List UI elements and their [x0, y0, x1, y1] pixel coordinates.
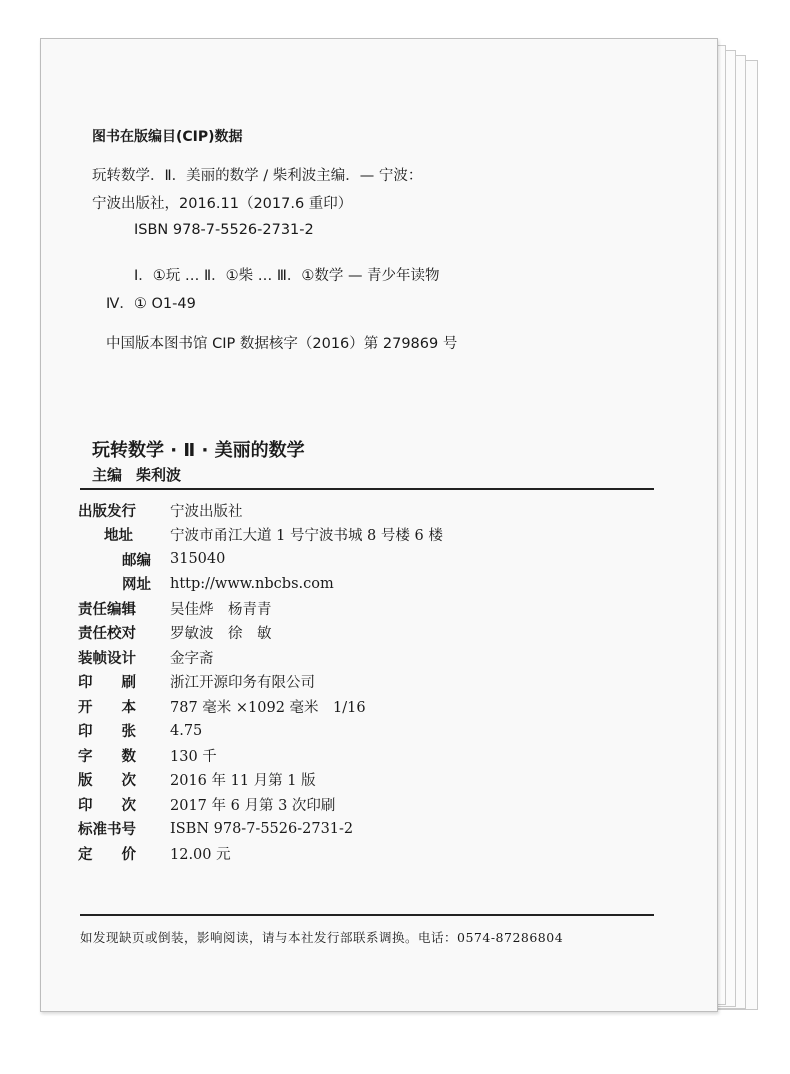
- info-row: [78, 719, 668, 744]
- info-row: [78, 572, 668, 597]
- info-row: [78, 645, 668, 670]
- info-value: 12.00 元: [170, 846, 231, 863]
- info-label: 邮编: [122, 552, 151, 569]
- cip-line-4: Ⅰ．①玩 … Ⅱ．①柴 … Ⅲ．①数学 — 青少年读物: [134, 268, 440, 284]
- info-value: 2017 年 6 月第 3 次印刷: [170, 797, 336, 814]
- info-value: 787 毫米 ×1092 毫米 1/16: [170, 699, 366, 716]
- info-label: 印 刷: [78, 675, 136, 692]
- info-row: [78, 743, 668, 768]
- info-value: 浙江开源印务有限公司: [170, 675, 315, 692]
- info-label: 印 次: [78, 797, 136, 814]
- info-label: 印 张: [78, 724, 136, 741]
- info-value: 宁波市甬江大道 1 号宁波书城 8 号楼 6 楼: [170, 528, 443, 545]
- info-value: 315040: [170, 551, 226, 568]
- info-label: 标准书号: [78, 822, 136, 839]
- info-row: [78, 498, 668, 523]
- info-value: ISBN 978-7-5526-2731-2: [170, 820, 354, 837]
- info-row: [78, 792, 668, 817]
- info-row: [78, 596, 668, 621]
- cip-title: 图书在版编目(CIP)数据: [92, 129, 243, 145]
- info-value: 2016 年 11 月第 1 版: [170, 773, 316, 790]
- cip-line-2: 宁波出版社，2016.11（2017.6 重印）: [92, 196, 353, 212]
- publication-info: [78, 498, 668, 866]
- cip-line-5: Ⅳ．① O1-49: [106, 296, 196, 312]
- info-label: 地址: [104, 528, 133, 545]
- info-value: 金字斋: [170, 650, 214, 667]
- info-label: 责任编辑: [78, 601, 136, 618]
- info-value: 4.75: [170, 722, 203, 739]
- info-row: [78, 547, 668, 572]
- cip-line-3: ISBN 978-7-5526-2731-2: [134, 222, 314, 238]
- bottom-rule: [80, 914, 654, 916]
- info-value: 130 千: [170, 748, 217, 765]
- info-row: [78, 841, 668, 866]
- info-label: 开 本: [78, 699, 136, 716]
- cip-line-1: 玩转数学．Ⅱ．美丽的数学 / 柴利波主编．— 宁波：: [92, 168, 423, 184]
- editor-label: 主编: [92, 466, 123, 484]
- info-row: [78, 670, 668, 695]
- cip-line-6: 中国版本图书馆 CIP 数据核字（2016）第 279869 号: [106, 336, 458, 352]
- info-label: 版 次: [78, 773, 136, 790]
- info-label: 网址: [122, 577, 151, 594]
- info-label: 定 价: [78, 846, 136, 863]
- info-label: 装帧设计: [78, 650, 136, 667]
- info-row: [78, 768, 668, 793]
- info-label: 责任校对: [78, 626, 136, 643]
- editor-row: [92, 464, 181, 485]
- info-row: [78, 523, 668, 548]
- book-title: 玩转数学 · Ⅱ · 美丽的数学: [92, 440, 305, 461]
- info-row: [78, 694, 668, 719]
- editor-name: 柴利波: [136, 466, 182, 484]
- info-label: 出版发行: [78, 503, 136, 520]
- info-value: http://www.nbcbs.com: [170, 575, 334, 592]
- footer-notice: 如发现缺页或倒装，影响阅读，请与本社发行部联系调换。电话：0574-87286804: [80, 930, 564, 945]
- info-value: 罗敏波 徐 敏: [170, 626, 272, 643]
- info-row: [78, 817, 668, 842]
- info-value: 宁波出版社: [170, 503, 243, 520]
- info-value: 吴佳烨 杨青青: [170, 601, 272, 618]
- info-row: [78, 621, 668, 646]
- info-label: 字 数: [78, 748, 136, 765]
- top-rule: [80, 488, 654, 490]
